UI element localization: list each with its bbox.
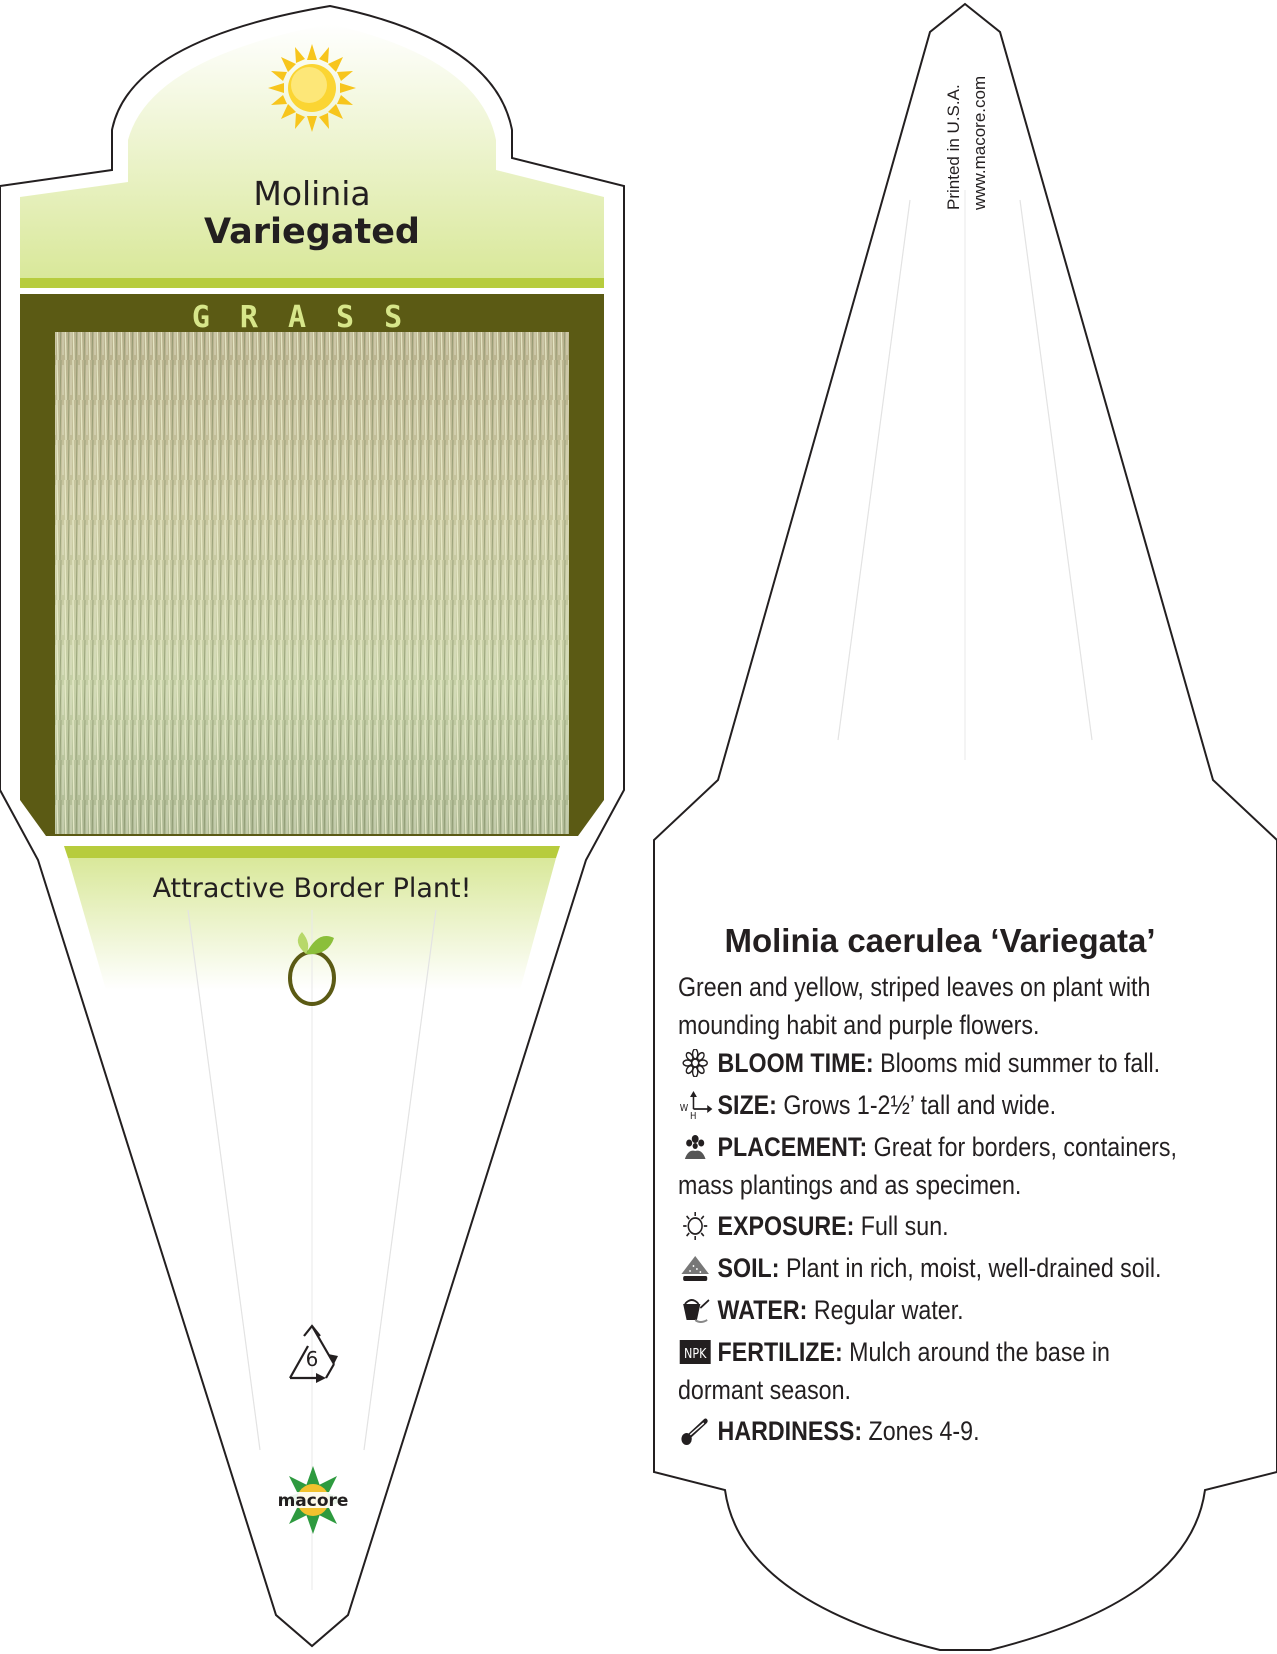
attr-label: BLOOM TIME:	[717, 1048, 874, 1078]
attr-fertilize	[678, 1333, 1194, 1409]
front-cultivar: Variegated	[204, 212, 420, 252]
printed-in-line: Printed in U.S.A.	[944, 84, 963, 210]
attr-text: Mulch around the base in dormant season.	[678, 1337, 1110, 1405]
attr-label: PLACEMENT:	[717, 1132, 868, 1162]
size-w-letter: W	[679, 1102, 689, 1115]
attr-label: SIZE:	[717, 1090, 777, 1120]
attr-size	[678, 1086, 1194, 1124]
attr-text: Zones 4-9.	[868, 1416, 980, 1446]
watering-can-icon	[678, 1296, 712, 1324]
attr-hardiness	[678, 1412, 1194, 1450]
attr-text: Plant in rich, moist, well-drained soil.	[785, 1253, 1162, 1283]
attr-water	[678, 1291, 1194, 1329]
npk-text: NPK	[683, 1346, 707, 1362]
attr-soil	[678, 1249, 1194, 1287]
placement-icon	[678, 1133, 712, 1161]
sun-outline-icon	[678, 1212, 712, 1240]
flower-icon	[678, 1049, 712, 1077]
botanical-name: Molinia caerulea ‘Variegata’	[724, 922, 1156, 959]
size-icon	[678, 1091, 712, 1119]
website: www.macore.com	[970, 75, 989, 210]
plant-description: Green and yellow, striped leaves on plant with mounding habit and purple flowers.	[678, 972, 1151, 1040]
sun-icon	[268, 44, 356, 132]
attr-text: Full sun.	[860, 1211, 949, 1241]
attr-placement	[678, 1128, 1194, 1204]
recycle-code: 6	[305, 1347, 319, 1371]
attr-label: SOIL:	[717, 1253, 780, 1283]
thermometer-icon	[678, 1417, 712, 1445]
front-genus: Molinia	[253, 174, 371, 213]
attr-text: Great for borders, containers, mass plantings and as specimen.	[678, 1132, 1177, 1200]
category-label: GRASS	[191, 300, 433, 335]
tagline: Attractive Border Plant!	[152, 873, 472, 904]
attr-bloom-time	[678, 1044, 1194, 1082]
attr-label: EXPOSURE:	[717, 1211, 855, 1241]
attr-label: WATER:	[717, 1295, 808, 1325]
attr-label: FERTILIZE:	[717, 1337, 843, 1367]
attr-label: HARDINESS:	[717, 1416, 863, 1446]
attr-exposure	[678, 1207, 1194, 1245]
attr-text: Regular water.	[813, 1295, 964, 1325]
soil-icon	[678, 1254, 712, 1282]
attr-text: Grows 1-2½’ tall and wide.	[783, 1090, 1057, 1120]
npk-icon	[678, 1338, 712, 1366]
size-h-letter: H	[690, 1110, 697, 1119]
brand-name: macore	[277, 1491, 349, 1511]
attr-text: Blooms mid summer to fall.	[880, 1048, 1161, 1078]
